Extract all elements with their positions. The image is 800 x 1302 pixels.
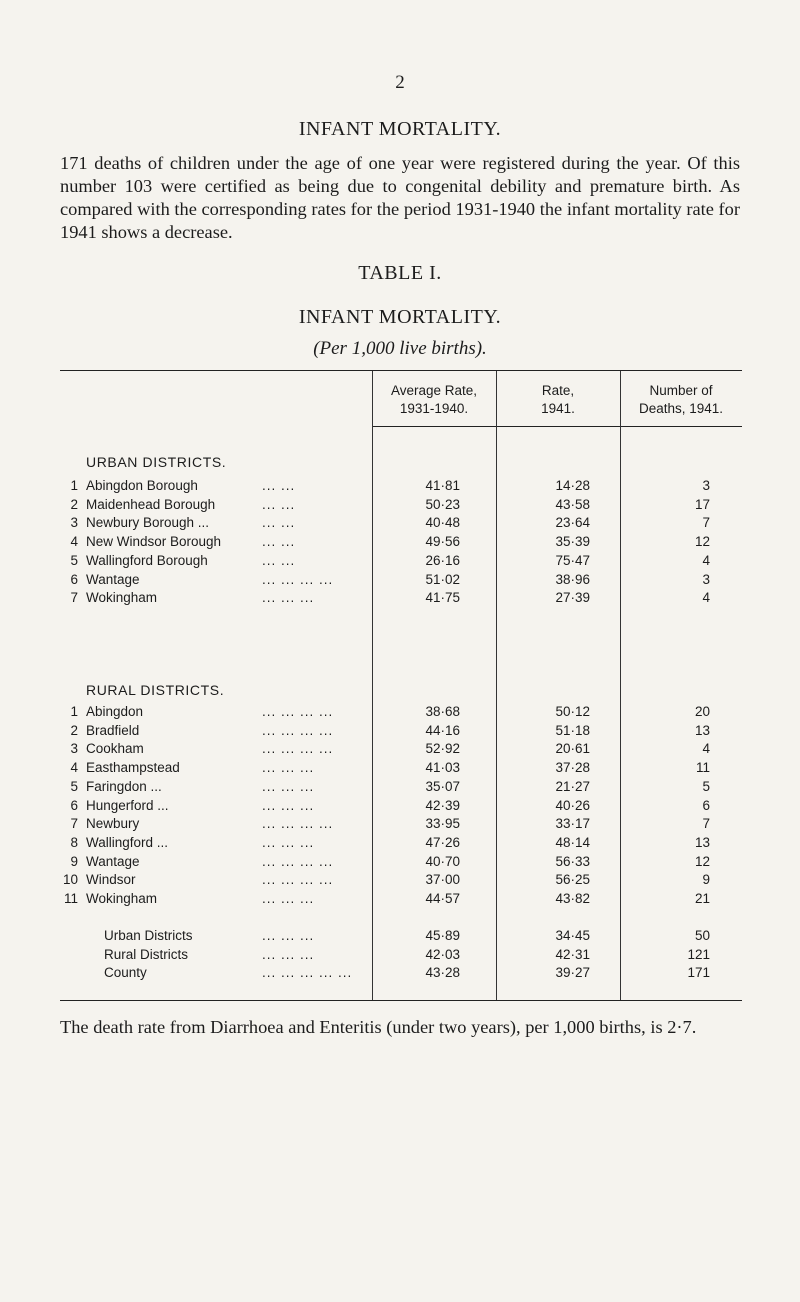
deaths-value: 7 — [702, 816, 710, 832]
leader-dots: ... ... ... — [262, 946, 315, 962]
table-row — [0, 478, 800, 497]
urban-districts-heading: URBAN DISTRICTS. — [86, 454, 227, 470]
column-header-rate-line1: Rate, — [541, 383, 575, 398]
average-rate-value: 51·02 — [425, 571, 460, 587]
rate-1941-value: 27·39 — [555, 590, 590, 606]
table-row — [0, 854, 800, 873]
deaths-value: 20 — [694, 704, 710, 719]
district-name: Abingdon — [86, 704, 144, 719]
district-name: Easthampstead — [86, 760, 180, 776]
average-rate-value: 42·03 — [425, 946, 460, 962]
rate-1941-value: 43·58 — [555, 496, 590, 512]
district-name: Hungerford ... — [86, 797, 169, 813]
rate-1941-value: 50·12 — [555, 704, 590, 719]
deaths-value: 12 — [694, 534, 710, 550]
leader-dots: ... ... — [262, 534, 296, 550]
district-name: Maidenhead Borough — [86, 496, 216, 512]
leader-dots: ... ... ... — [262, 797, 315, 813]
rate-1941-value: 39·27 — [555, 965, 590, 981]
table-row — [0, 816, 800, 835]
district-name: Wallingford ... — [86, 834, 169, 850]
deaths-value: 50 — [694, 928, 710, 943]
row-number: 5 — [70, 552, 78, 568]
table-row — [0, 872, 800, 891]
average-rate-value: 49·56 — [425, 534, 460, 550]
column-header-deaths-line1: Number of — [649, 383, 713, 398]
row-number: 4 — [70, 760, 78, 776]
rate-1941-value: 43·82 — [555, 891, 590, 906]
table-row — [0, 723, 800, 742]
leader-dots: ... ... ... — [262, 590, 315, 606]
average-rate-value: 40·48 — [425, 515, 460, 531]
deaths-value: 21 — [694, 891, 710, 906]
row-number: 11 — [63, 891, 78, 906]
district-name: Wokingham — [86, 590, 158, 606]
row-number: 9 — [70, 853, 78, 869]
row-number: 2 — [70, 722, 78, 738]
leader-dots: ... ... — [262, 515, 296, 531]
district-name: Rural Districts — [104, 946, 189, 962]
district-name: Wokingham — [86, 891, 158, 906]
table-row — [0, 590, 800, 609]
average-rate-value: 44·57 — [425, 891, 460, 906]
district-name: Wallingford Borough — [86, 552, 208, 568]
district-name: County — [104, 965, 147, 981]
average-rate-value: 50·23 — [425, 496, 460, 512]
average-rate-value: 38·68 — [425, 704, 460, 719]
average-rate-value: 44·16 — [425, 722, 460, 738]
average-rate-value: 35·07 — [425, 778, 460, 794]
row-number: 5 — [70, 778, 78, 794]
table-title: INFANT MORTALITY. — [298, 306, 502, 328]
row-number: 3 — [70, 741, 78, 757]
row-number: 4 — [70, 534, 78, 550]
deaths-value: 9 — [702, 872, 710, 888]
average-rate-value: 52·92 — [425, 741, 460, 757]
rate-1941-value: 23·64 — [555, 515, 590, 531]
rural-districts-heading: RURAL DISTRICTS. — [86, 682, 225, 698]
footer-note: The death rate from Diarrhoea and Enteritis (under two years), per 1,000 births, is 2·7. — [60, 1017, 697, 1037]
leader-dots: ... ... ... — [262, 891, 315, 906]
average-rate-value: 33·95 — [425, 816, 460, 832]
row-number: 7 — [70, 590, 78, 606]
deaths-value: 4 — [702, 552, 710, 568]
row-number: 8 — [70, 834, 78, 850]
rate-1941-value: 42·31 — [555, 946, 590, 962]
average-rate-value: 37·00 — [425, 872, 460, 888]
page-number: 2 — [395, 72, 405, 93]
column-header-average — [372, 382, 496, 418]
leader-dots: ... ... ... ... — [262, 872, 334, 888]
leader-dots: ... ... ... — [262, 834, 315, 850]
rate-1941-value: 33·17 — [555, 816, 590, 832]
average-rate-value: 41·75 — [425, 590, 460, 606]
deaths-value: 4 — [702, 741, 710, 757]
table-row — [0, 553, 800, 572]
district-name: Urban Districts — [104, 928, 193, 943]
leader-dots: ... ... ... — [262, 778, 315, 794]
deaths-value: 3 — [702, 571, 710, 587]
table-row — [0, 760, 800, 779]
district-name: Wantage — [86, 853, 140, 869]
table-row — [0, 534, 800, 553]
average-rate-value: 47·26 — [425, 834, 460, 850]
deaths-value: 13 — [694, 834, 710, 850]
table-row — [0, 704, 800, 723]
column-header-deaths — [620, 382, 742, 418]
average-rate-value: 42·39 — [425, 797, 460, 813]
row-number: 1 — [70, 478, 78, 493]
average-rate-value: 43·28 — [425, 965, 460, 981]
district-name: Newbury — [86, 816, 140, 832]
page-title: INFANT MORTALITY. — [298, 118, 502, 140]
average-rate-value: 41·03 — [425, 760, 460, 776]
row-number: 6 — [70, 571, 78, 587]
row-number: 1 — [70, 704, 78, 719]
table-row — [0, 891, 800, 910]
deaths-value: 12 — [694, 853, 710, 869]
table-label: TABLE I. — [358, 262, 442, 284]
table-row — [0, 835, 800, 854]
table-bottom-rule — [60, 1000, 742, 1001]
column-header-rate — [496, 382, 620, 418]
average-rate-value: 40·70 — [425, 853, 460, 869]
table-row — [0, 798, 800, 817]
row-number: 3 — [70, 515, 78, 531]
leader-dots: ... ... — [262, 478, 296, 493]
rate-1941-value: 37·28 — [555, 760, 590, 776]
leader-dots: ... ... ... — [262, 760, 315, 776]
deaths-value: 13 — [694, 722, 710, 738]
district-name: Wantage — [86, 571, 140, 587]
deaths-value: 17 — [694, 496, 710, 512]
table-top-rule — [60, 370, 742, 371]
table-row — [0, 947, 800, 966]
rate-1941-value: 35·39 — [555, 534, 590, 550]
table-row — [0, 497, 800, 516]
table-subtitle-text: (Per 1,000 live births). — [313, 338, 487, 359]
deaths-value: 6 — [702, 797, 710, 813]
column-header-average-line2: 1931-1940. — [399, 401, 469, 416]
leader-dots: ... ... — [262, 496, 296, 512]
rate-1941-value: 48·14 — [555, 834, 590, 850]
leader-dots: ... ... ... ... — [262, 704, 334, 719]
rate-1941-value: 51·18 — [555, 722, 590, 738]
leader-dots: ... ... ... ... — [262, 571, 334, 587]
deaths-value: 171 — [687, 965, 710, 981]
district-name: Abingdon Borough — [86, 478, 198, 493]
district-name: Newbury Borough ... — [86, 515, 210, 531]
table-row — [0, 741, 800, 760]
rate-1941-value: 14·28 — [555, 478, 590, 493]
deaths-value: 7 — [702, 515, 710, 531]
leader-dots: ... ... — [262, 552, 296, 568]
column-header-deaths-line2: Deaths, 1941. — [638, 401, 724, 416]
table-row — [0, 572, 800, 591]
rate-1941-value: 20·61 — [555, 741, 590, 757]
leader-dots: ... ... ... ... — [262, 853, 334, 869]
rate-1941-value: 34·45 — [555, 928, 590, 943]
leader-dots: ... ... ... — [262, 928, 315, 943]
leader-dots: ... ... ... ... — [262, 816, 334, 832]
table-row — [0, 965, 800, 984]
row-number: 10 — [62, 872, 78, 888]
column-header-rate-line2: 1941. — [541, 401, 575, 416]
average-rate-value: 26·16 — [425, 552, 460, 568]
table-row — [0, 515, 800, 534]
rate-1941-value: 40·26 — [555, 797, 590, 813]
deaths-value: 5 — [702, 778, 710, 794]
district-name: Cookham — [86, 741, 144, 757]
deaths-value: 121 — [687, 946, 710, 962]
rate-1941-value: 56·25 — [555, 872, 590, 888]
intro-paragraph: 171 deaths of children under the age of one year were registered during the year. Of this number 103 were certified as being due to congenital debility and premature birth. As compared with the corresponding rates for the period 1931-1940 the infant mortality rate for 1941 shows a decrease. — [60, 153, 740, 242]
deaths-value: 4 — [702, 590, 710, 606]
district-name: New Windsor Borough — [86, 534, 222, 550]
table-row — [0, 928, 800, 947]
rate-1941-value: 21·27 — [555, 778, 590, 794]
rate-1941-value: 56·33 — [555, 853, 590, 869]
district-name: Windsor — [86, 872, 136, 888]
deaths-value: 11 — [695, 760, 710, 776]
row-number: 7 — [70, 816, 78, 832]
district-name: Bradfield — [86, 722, 140, 738]
leader-dots: ... ... ... ... ... — [262, 965, 353, 981]
deaths-value: 3 — [702, 478, 710, 493]
row-number: 2 — [70, 496, 78, 512]
header-rule — [372, 426, 742, 427]
column-header-average-line1: Average Rate, — [390, 383, 478, 398]
average-rate-value: 41·81 — [425, 478, 460, 493]
row-number: 6 — [70, 797, 78, 813]
table-row — [0, 779, 800, 798]
table-subtitle — [0, 338, 800, 360]
rate-1941-value: 38·96 — [555, 571, 590, 587]
leader-dots: ... ... ... ... — [262, 722, 334, 738]
rate-1941-value: 75·47 — [555, 552, 590, 568]
average-rate-value: 45·89 — [425, 928, 460, 943]
district-name: Faringdon ... — [86, 778, 162, 794]
leader-dots: ... ... ... ... — [262, 741, 334, 757]
